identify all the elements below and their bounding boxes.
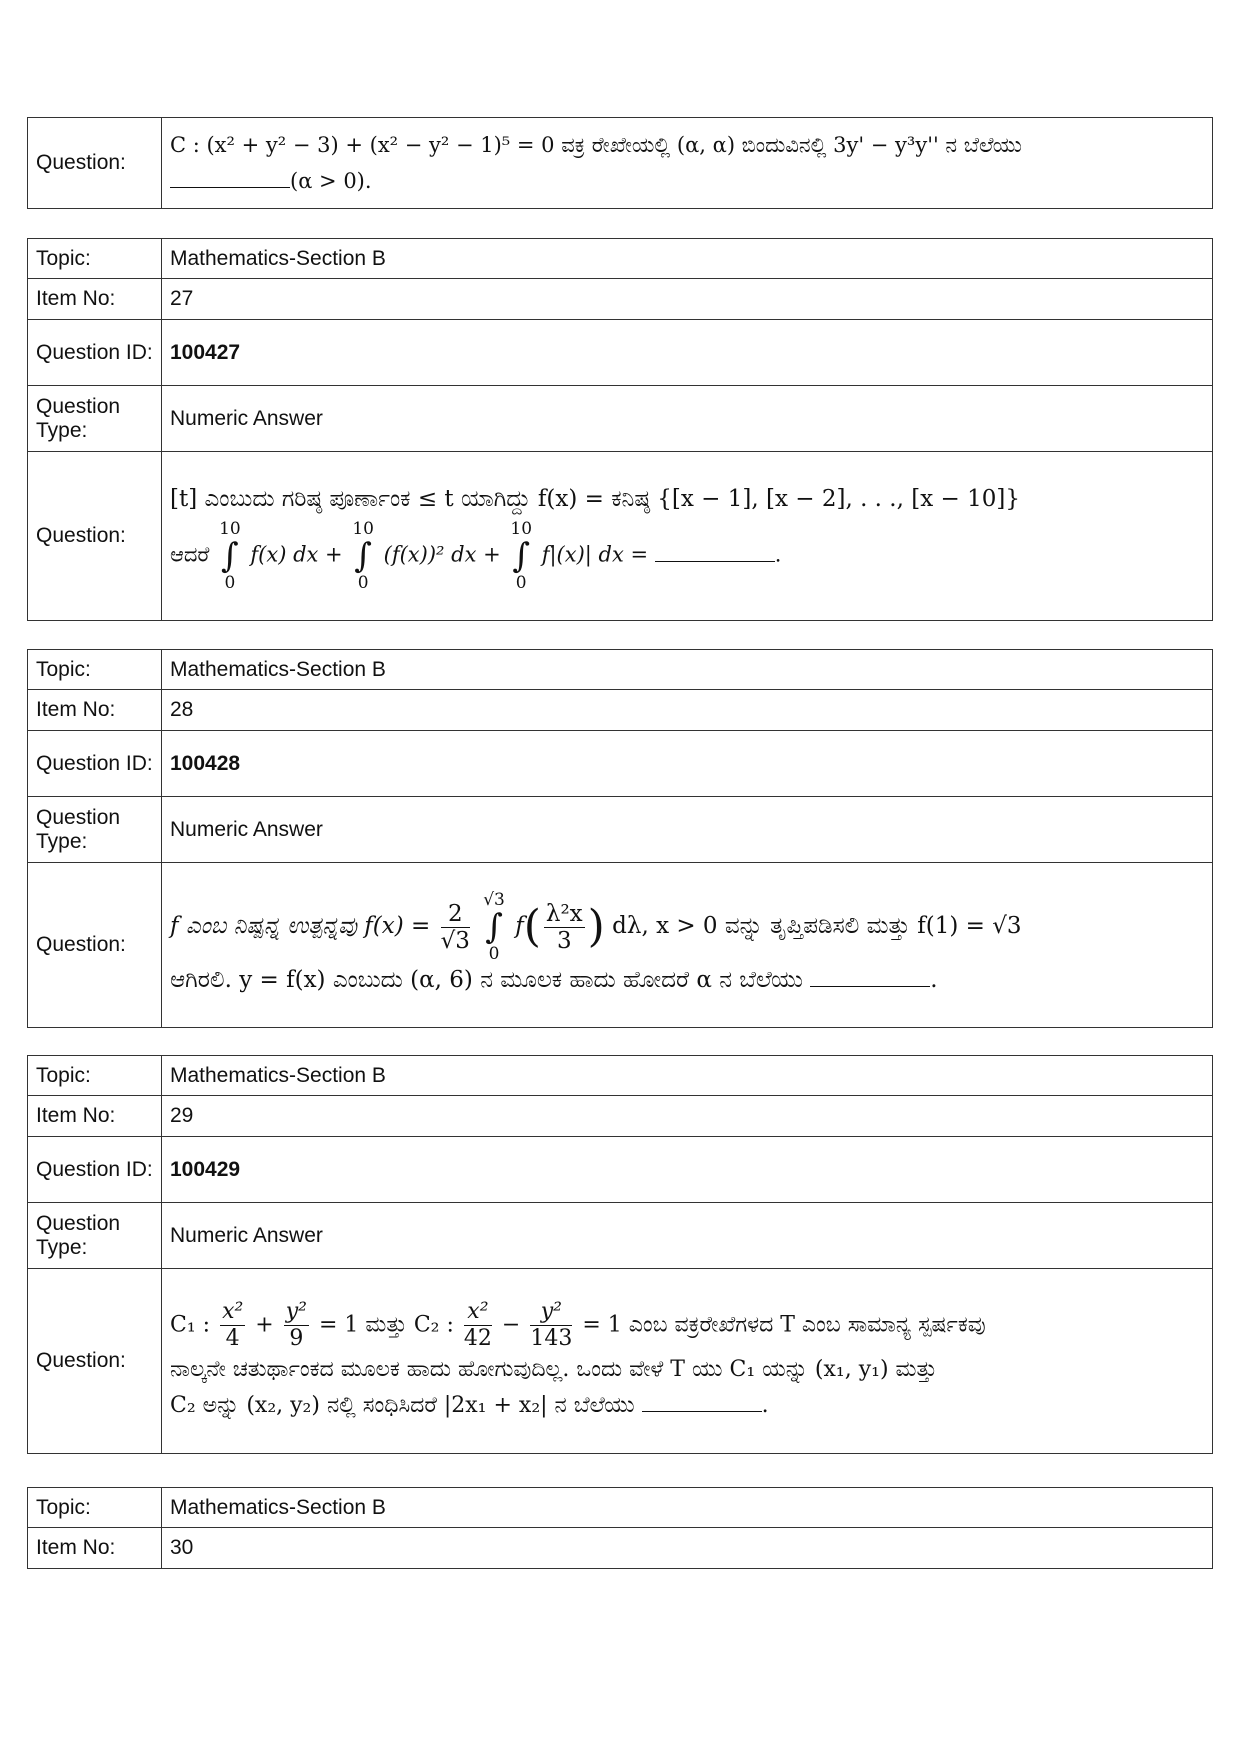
topic-label: Topic: bbox=[28, 650, 162, 690]
question-block-27 bbox=[27, 238, 1213, 621]
item-no-value: 29 bbox=[162, 1096, 1213, 1137]
question-block-29 bbox=[27, 1055, 1213, 1454]
question-text bbox=[162, 118, 1213, 209]
inner-fraction: $\frac{\text{λ²x}}{3}$ bbox=[545, 900, 583, 954]
question-type-label: Question Type: bbox=[28, 1203, 162, 1269]
integrand-3: f|(x)| dx = bbox=[541, 542, 649, 567]
question-type-value: Numeric Answer bbox=[162, 386, 1213, 452]
integral: √3 ∫ 0 bbox=[483, 890, 505, 964]
answer-blank bbox=[642, 1391, 762, 1412]
question-text: [t] ಎಂಬುದು ಗರಿಷ್ಠ ಪೂರ್ಣಾಂಕ ≤ t ಯಾಗಿದ್ದು f(x) = ಕನಿಷ್ಠ {[x − 1], [x − 2], . . ., [x − 10]} ಆದರೆ 10 ∫ 0 f(x) dx + 10 ∫ 0 (f(x))² dx + 10 ∫ 0 f|(x)| dx = . bbox=[162, 452, 1213, 621]
question-line-3: C₂ ಅನ್ನು (x₂, y₂) ನಲ್ಲಿ ಸಂಧಿಸಿದರೆ |2x₁ + x₂| ನ ಬೆಲೆಯು bbox=[170, 1392, 635, 1418]
question-id-label: Question ID: bbox=[28, 731, 162, 797]
topic-value: Mathematics-Section B bbox=[162, 1056, 1213, 1096]
question-type-label: Question Type: bbox=[28, 797, 162, 863]
question-block-28 bbox=[27, 649, 1213, 1028]
question-block-26 bbox=[27, 117, 1213, 209]
topic-value: Mathematics-Section B bbox=[162, 650, 1213, 690]
item-no-label: Item No: bbox=[28, 1096, 162, 1137]
item-no-value: 27 bbox=[162, 279, 1213, 320]
item-no-value: 28 bbox=[162, 690, 1213, 731]
question-label: Question: bbox=[28, 863, 162, 1028]
integral-1: 10 ∫ 0 bbox=[219, 519, 241, 593]
question-label: Question: bbox=[28, 118, 162, 209]
topic-label: Topic: bbox=[28, 1488, 162, 1528]
question-lead: f ಎಂಬ ನಿಷ್ಪನ್ನ ಉತ್ಪನ್ನವು f(x) = bbox=[170, 913, 431, 939]
question-id-value: 100427 bbox=[162, 320, 1213, 386]
fraction-2-sqrt3: $\frac{2}{√3}$ bbox=[440, 900, 470, 954]
topic-label: Topic: bbox=[28, 1056, 162, 1096]
answer-blank bbox=[810, 966, 930, 987]
question-tail: = 1 ಎಂಬ ವಕ್ರರೇಖೆಗಳದ T ಎಂಬ ಸಾಮಾನ್ಯ ಸ್ಪರ್ಷಕವು bbox=[582, 1312, 986, 1337]
question-block-30 bbox=[27, 1487, 1213, 1569]
integral-2: 10 ∫ 0 bbox=[352, 519, 374, 593]
question-id-label: Question ID: bbox=[28, 1137, 162, 1203]
question-type-label: Question Type: bbox=[28, 386, 162, 452]
question-label: Question: bbox=[28, 452, 162, 621]
curve-c1: C₁ : bbox=[170, 1312, 211, 1337]
function-symbol: f bbox=[515, 913, 524, 939]
question-tail: dλ, x > 0 ವನ್ನು ತೃಪ್ತಿಪಡಿಸಲಿ ಮತ್ತು f(1) = √3 bbox=[612, 913, 1022, 939]
question-id-value: 100429 bbox=[162, 1137, 1213, 1203]
question-label: Question: bbox=[28, 1269, 162, 1454]
item-no-value: 30 bbox=[162, 1528, 1213, 1569]
question-line-2: ನಾಲ್ಕನೇ ಚತುರ್ಥಾಂಕದ ಮೂಲಕ ಹಾದು ಹೋಗುವುದಿಲ್ಲ. ಒಂದು ವೇಳೆ T ಯು C₁ ಯನ್ನು (x₁, y₁) ಮತ್ತು bbox=[170, 1356, 937, 1382]
integrand-1: f(x) dx + bbox=[250, 542, 343, 567]
question-line-1: C : (x² + y² − 3) + (x² − y² − 1)⁵ = 0 ವಕ್ರ ರೇಖೇಯಲ್ಲಿ (α, α) ಬಿಂದುವಿನಲ್ಲಿ 3y' − y³y'' ನ ಬೆಲೆಯು bbox=[170, 133, 1022, 157]
question-line-2: (α > 0). bbox=[290, 169, 372, 193]
question-id-label: Question ID: bbox=[28, 320, 162, 386]
item-no-label: Item No: bbox=[28, 690, 162, 731]
question-text: C₁ : $\frac{\text{x²}}{4}$ + $\frac{\text{y²}}{9}$ = 1 ಮತ್ತು C₂ : $\frac{\text{x²}}{42}$ − $\frac{\text{y²}}{143}$ = 1 ಎಂಬ ವಕ್ರರೇಖೆಗಳದ T ಎಂಬ ಸಾಮಾನ್ಯ ಸ್ಪರ್ಷಕವು ನಾಲ್ಕನೇ ಚತುರ್ಥಾಂಕದ ಮೂಲಕ ಹಾದು ಹೋಗುವುದಿಲ್ಲ. ಒಂದು ವೇಳೆ T ಯು C₁ ಯನ್ನು (x₁, y₁) ಮತ್ತು C₂ ಅನ್ನು (x₂, y₂) ನಲ್ಲಿ ಸಂಧಿಸಿದರೆ |2x₁ + x₂| ನ ಬೆಲೆಯು . bbox=[162, 1269, 1213, 1454]
item-no-label: Item No: bbox=[28, 279, 162, 320]
topic-label: Topic: bbox=[28, 239, 162, 279]
question-type-value: Numeric Answer bbox=[162, 1203, 1213, 1269]
answer-blank bbox=[170, 167, 290, 188]
topic-value: Mathematics-Section B bbox=[162, 239, 1213, 279]
item-no-label: Item No: bbox=[28, 1528, 162, 1569]
topic-value: Mathematics-Section B bbox=[162, 1488, 1213, 1528]
question-type-value: Numeric Answer bbox=[162, 797, 1213, 863]
question-id-value: 100428 bbox=[162, 731, 1213, 797]
question-line-2: ಆಗಿರಲಿ. y = f(x) ಎಂಬುದು (α, 6) ನ ಮೂಲಕ ಹಾದು ಹೋದರೆ α ನ ಬೆಲೆಯು bbox=[170, 967, 803, 993]
question-text: f ಎಂಬ ನಿಷ್ಪನ್ನ ಉತ್ಪನ್ನವು f(x) = $\frac{2}{√3}$ √3 ∫ 0 f( $\frac{\text{λ²x}}{3}$ ) dλ, x > 0 ವನ್ನು ತೃಪ್ತಿಪಡಿಸಲಿ ಮತ್ತು f(1) = √3 ಆಗಿರಲಿ. y = f(x) ಎಂಬುದು (α, 6) ನ ಮೂಲಕ ಹಾದು ಹೋದರೆ α ನ ಬೆಲೆಯು . bbox=[162, 863, 1213, 1028]
answer-blank bbox=[655, 541, 775, 562]
curve-c2: = 1 ಮತ್ತು C₂ : bbox=[318, 1312, 454, 1337]
integral-3: 10 ∫ 0 bbox=[510, 519, 533, 593]
question-lead: ಆದರೆ bbox=[170, 542, 210, 567]
integrand-2: (f(x))² dx + bbox=[383, 542, 501, 567]
question-line-1: [t] ಎಂಬುದು ಗರಿಷ್ಠ ಪೂರ್ಣಾಂಕ ≤ t ಯಾಗಿದ್ದು f(x) = ಕನಿಷ್ಠ {[x − 1], [x − 2], . . ., [x − 10]} bbox=[170, 486, 1020, 512]
